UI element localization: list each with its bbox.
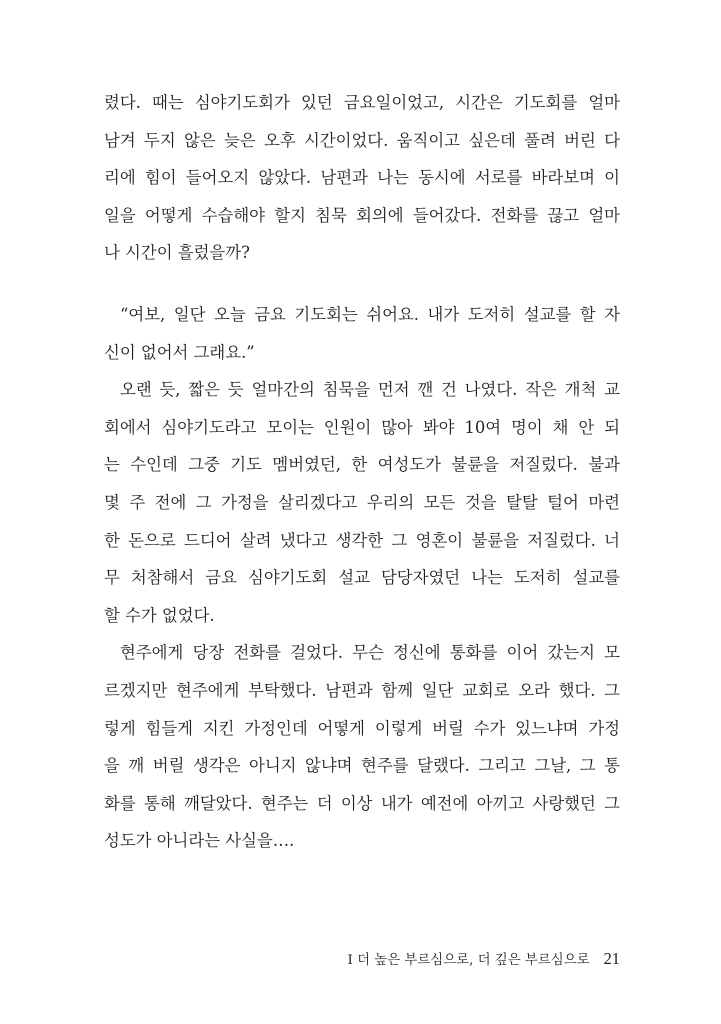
text-line: 몇 주 전에 그 가정을 살리겠다고 우리의 모든 것을 탈탈 털어 마련 xyxy=(104,492,620,512)
paragraph-3 xyxy=(104,371,620,634)
text-line: 일을 어떻게 수습해야 할지 침묵 회의에 들어갔다. 전화를 끊고 얼마 xyxy=(104,205,620,225)
text-line: 할 수가 없었다. xyxy=(104,605,215,625)
text-line: 무 처참해서 금요 심야기도회 설교 담당자였던 나는 도저히 설교를 xyxy=(104,568,620,588)
paragraph-4 xyxy=(104,634,620,860)
paragraph-gap xyxy=(104,272,620,296)
running-title: I 더 높은 부르심으로, 더 깊은 부르심으로 xyxy=(347,953,590,968)
text-line: 남겨 두지 않은 늦은 오후 시간이었다. 움직이고 싶은데 풀려 버린 다 xyxy=(104,130,620,150)
page-number: 21 xyxy=(603,949,620,968)
text-line: 는 수인데 그중 기도 멤버였던, 한 여성도가 불륜을 저질렀다. 불과 xyxy=(104,455,620,475)
page-body xyxy=(104,84,620,860)
paragraph-2-dialogue xyxy=(104,296,620,371)
text-line: 한 돈으로 드디어 살려 냈다고 생각한 그 영혼이 불륜을 저질렀다. 너 xyxy=(104,530,620,550)
text-line: 성도가 아니라는 사실을…. xyxy=(104,831,295,851)
text-line: 리에 힘이 들어오지 않았다. 남편과 나는 동시에 서로를 바라보며 이 xyxy=(104,168,620,188)
text-line: 렇게 힘들게 지킨 가정인데 어떻게 이렇게 버릴 수가 있느냐며 가정 xyxy=(104,718,620,738)
text-line: 을 깨 버릴 생각은 아니지 않냐며 현주를 달랬다. 그리고 그날, 그 통 xyxy=(104,756,620,776)
text-line: 나 시간이 흘렀을까? xyxy=(104,243,250,263)
running-footer xyxy=(348,946,620,972)
text-line: 오랜 듯, 짧은 듯 얼마간의 침묵을 먼저 깬 건 나였다. 작은 개척 교 xyxy=(120,380,620,400)
text-line: 회에서 심야기도라고 모이는 인원이 많아 봐야 10여 명이 채 안 되 xyxy=(104,417,620,437)
text-line: “여보, 일단 오늘 금요 기도회는 쉬어요. 내가 도저히 설교를 할 자 xyxy=(120,304,620,324)
text-line: 화를 통해 깨달았다. 현주는 더 이상 내가 예전에 아끼고 사랑했던 그 xyxy=(104,793,620,813)
text-line: 현주에게 당장 전화를 걸었다. 무슨 정신에 통화를 이어 갔는지 모 xyxy=(120,643,620,663)
text-line: 신이 없어서 그래요.” xyxy=(104,342,255,362)
text-line: 르겠지만 현주에게 부탁했다. 남편과 함께 일단 교회로 오라 했다. 그 xyxy=(104,680,620,700)
text-line: 렸다. 때는 심야기도회가 있던 금요일이었고, 시간은 기도회를 얼마 xyxy=(104,93,620,112)
paragraph-1 xyxy=(104,84,620,272)
